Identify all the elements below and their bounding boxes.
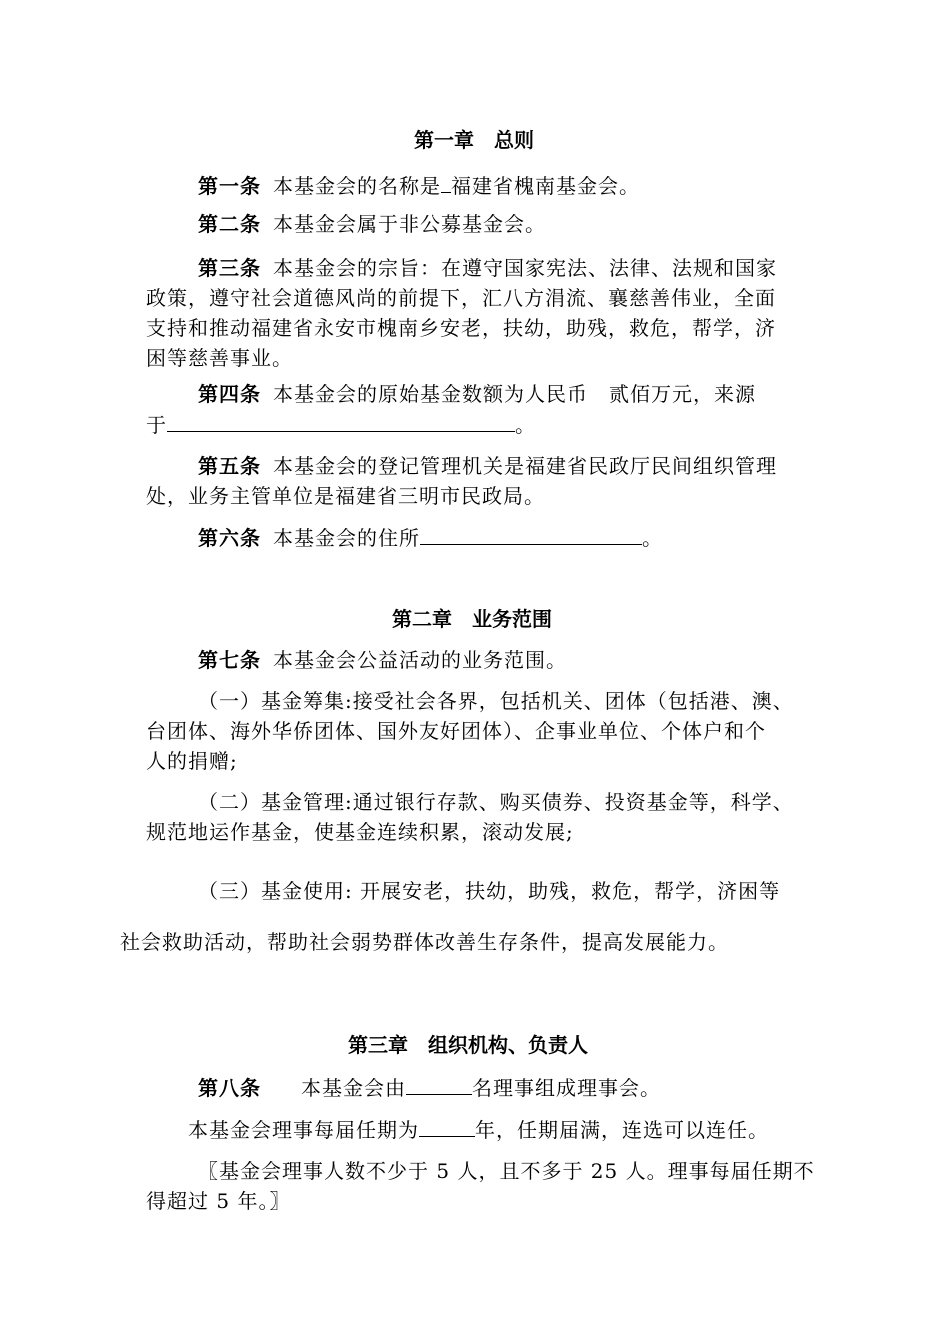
article-2-text: 本基金会属于非公募基金会。 <box>273 212 546 236</box>
article-7-text: 本基金会公益活动的业务范围。 <box>273 648 567 672</box>
article-1 <box>198 170 640 201</box>
article-7-label: 第七条 <box>198 648 261 672</box>
chapter-2-title: 第二章 业务范围 <box>392 607 552 631</box>
item-2-line-1: （二）基金管理:通过银行存款、购买债券、投资基金等，科学、 <box>198 790 794 814</box>
article-1-label: 第一条 <box>198 174 261 198</box>
article-8-term-text-1: 本基金会理事每届任期为 <box>188 1118 419 1142</box>
article-8-term-text-2: 年，任期届满，连选可以连任。 <box>475 1118 769 1142</box>
article-4-prefix: 于 <box>146 413 167 437</box>
article-3-line-4: 困等慈善事业。 <box>146 346 293 370</box>
article-8-label: 第八条 <box>198 1076 261 1100</box>
article-8-text-1: 本基金会由 <box>301 1076 406 1100</box>
article-5-label: 第五条 <box>198 454 261 478</box>
article-1-text: 本基金会的名称是 <box>273 174 441 198</box>
item-1-line-1: （一）基金筹集:接受社会各界，包括机关、团体（包括港、澳、 <box>198 689 794 713</box>
article-8-term <box>188 1114 769 1145</box>
article-6-text: 本基金会的住所 <box>273 526 420 550</box>
article-6-address-blank <box>420 522 642 545</box>
article-8-count-blank <box>406 1072 472 1095</box>
article-6-suffix: 。 <box>642 526 663 550</box>
article-6-label: 第六条 <box>198 526 261 550</box>
article-2 <box>198 209 546 239</box>
article-5-line-1 <box>198 451 777 481</box>
article-5-line-2: 处，业务主管单位是福建省三明市民政局。 <box>146 484 545 508</box>
article-4-label: 第四条 <box>198 382 261 406</box>
article-8-term-blank <box>419 1114 475 1137</box>
article-3-label: 第三条 <box>198 256 261 280</box>
article-4-line-1 <box>198 379 756 409</box>
article-8-text-2: 名理事组成理事会。 <box>472 1076 661 1100</box>
article-2-label: 第二条 <box>198 212 261 236</box>
article-4-suffix: 。 <box>515 413 536 437</box>
article-8 <box>198 1072 661 1103</box>
item-1-line-2: 台团体、海外华侨团体、国外友好团体）、企事业单位、个体户和个 <box>146 719 766 743</box>
item-3-line-1: （三）基金使用: 开展安老，扶幼，助残，救危，帮学，济困等 <box>198 879 781 903</box>
item-2-line-2: 规范地运作基金，使基金连续积累，滚动发展; <box>146 820 574 844</box>
article-3-line-3: 支持和推动福建省永安市槐南乡安老，扶幼，助残，救危，帮学，济 <box>146 316 776 340</box>
article-6 <box>198 522 663 553</box>
item-3-line-2: 社会救助活动，帮助社会弱势群体改善生存条件，提高发展能力。 <box>120 930 729 954</box>
article-7 <box>198 645 567 675</box>
chapter-3-title: 第三章 组织机构、负责人 <box>348 1033 588 1057</box>
article-3-line-2: 政策，遵守社会道德风尚的前提下，汇八方涓流、襄慈善伟业，全面 <box>146 286 776 310</box>
article-8-note-line-2: 得超过 5 年。〗 <box>146 1189 291 1213</box>
article-3-text: 本基金会的宗旨：在遵守国家宪法、法律、法规和国家 <box>273 256 777 280</box>
article-4-line-2 <box>146 409 536 440</box>
article-8-note-line-1: 〖基金会理事人数不少于 5 人，且不多于 25 人。理事每届任期不 <box>198 1159 815 1183</box>
article-5-text: 本基金会的登记管理机关是福建省民政厅民间组织管理 <box>273 454 777 478</box>
chapter-1-title: 第一章 总则 <box>414 128 534 152</box>
article-4-source-blank <box>167 409 515 432</box>
item-1-line-3: 人的捐赠; <box>146 749 238 773</box>
article-4-text: 本基金会的原始基金数额为人民币 贰佰万元，来源 <box>273 382 756 406</box>
article-1-blank <box>441 170 451 193</box>
article-3-line-1 <box>198 253 777 283</box>
article-1-name: 福建省槐南基金会。 <box>451 174 640 198</box>
